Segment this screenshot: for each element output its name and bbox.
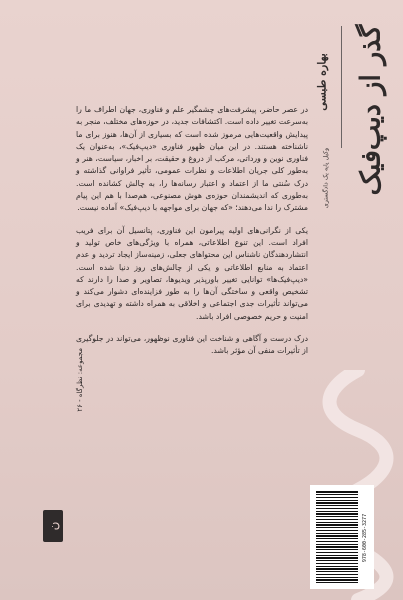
author-role: وکیل پایه یک دادگستری <box>322 147 330 209</box>
series-label: مجموعه: نظرگاه - ۲۶ <box>76 348 84 412</box>
title-divider <box>341 26 342 148</box>
book-title <box>351 14 391 214</box>
blurb-text <box>76 104 308 368</box>
isbn-number-text: 978-600-285-3277 <box>362 513 368 563</box>
blurb-paragraph-1: در عصر حاضر، پیشرفت‌های چشمگیر علم و فناوری، جهان اطراف ما را به‌سرعت تغییر داده است. اکتشافات جدید، در حوزه‌های مختلف، منجر به پیدایش واقعیت‌هایی مرموز شده است که بسیاری از آن‌ها، هنوز برای ما ناشناخته هستند. در این میان ظهور فناوری «دیپ‌فیک»، به‌عنوان یک فناوری نوین و ورداتی، مرکب از دروغ و حقیقت، بر اخبار، سیاست، هنر و به‌طور کلی جریان اطلاعات و نظرات عمومی، تأثیر فراوانی گذاشته و درک سُنتی ما از اعتماد و اعتبار رسانه‌ها را، به چالش کشانده است. به‌طوری که اندیشمندان حوزه‌ی هوش مصنوعی، هم‌صدا با هم این پیام مشترک را ندا می‌دهند؛ «که جهان برای مواجهه با دیپ‌فیک» آماده نیست. <box>76 105 308 213</box>
book-title-text: گذر از دیپ‌فیک <box>355 24 387 196</box>
blurb-paragraph-2: یکی از نگرانی‌های اولیه پیرامون این فناوری، پتانسیل آن برای فریب افراد است. این تنوع اطلاعاتی، همراه با ویژگی‌های خاص تولید و انتشاردهندگان ناشناس این محتواهای جعلی، زمینه‌ساز ایجاد تردید و عدم اعتماد به منابع اطلاعاتی و یکی از چالش‌های روز دنیا شده است. «دیپ‌فیک‌ها» توانایی تغییر باورپذیر ویدیوها، تصاویر و صدا را دارند که تشخیص واقعی و ساختگی آن‌ها را به طور فزاینده‌ای دشوار می‌کند و می‌تواند تأثیرات جدی اجتماعی و اخلاقی به همراه داشته و تهدیدی برای امنیت و حریم خصوصی افراد باشد. <box>76 225 308 321</box>
publisher-logo-mark: ن <box>46 521 60 531</box>
barcode-bars <box>316 491 358 583</box>
author-block <box>305 24 339 224</box>
isbn-barcode <box>310 485 374 589</box>
publisher-logo <box>43 510 63 542</box>
isbn-number <box>360 493 370 583</box>
blurb-paragraph-3: درک درست و آگاهی و شناخت این فناوری نوظهور، می‌تواند در جلوگیری از تأثیرات منفی آن مؤثر باشد. <box>76 334 308 356</box>
author-name: بهاره طبسی <box>315 53 329 111</box>
